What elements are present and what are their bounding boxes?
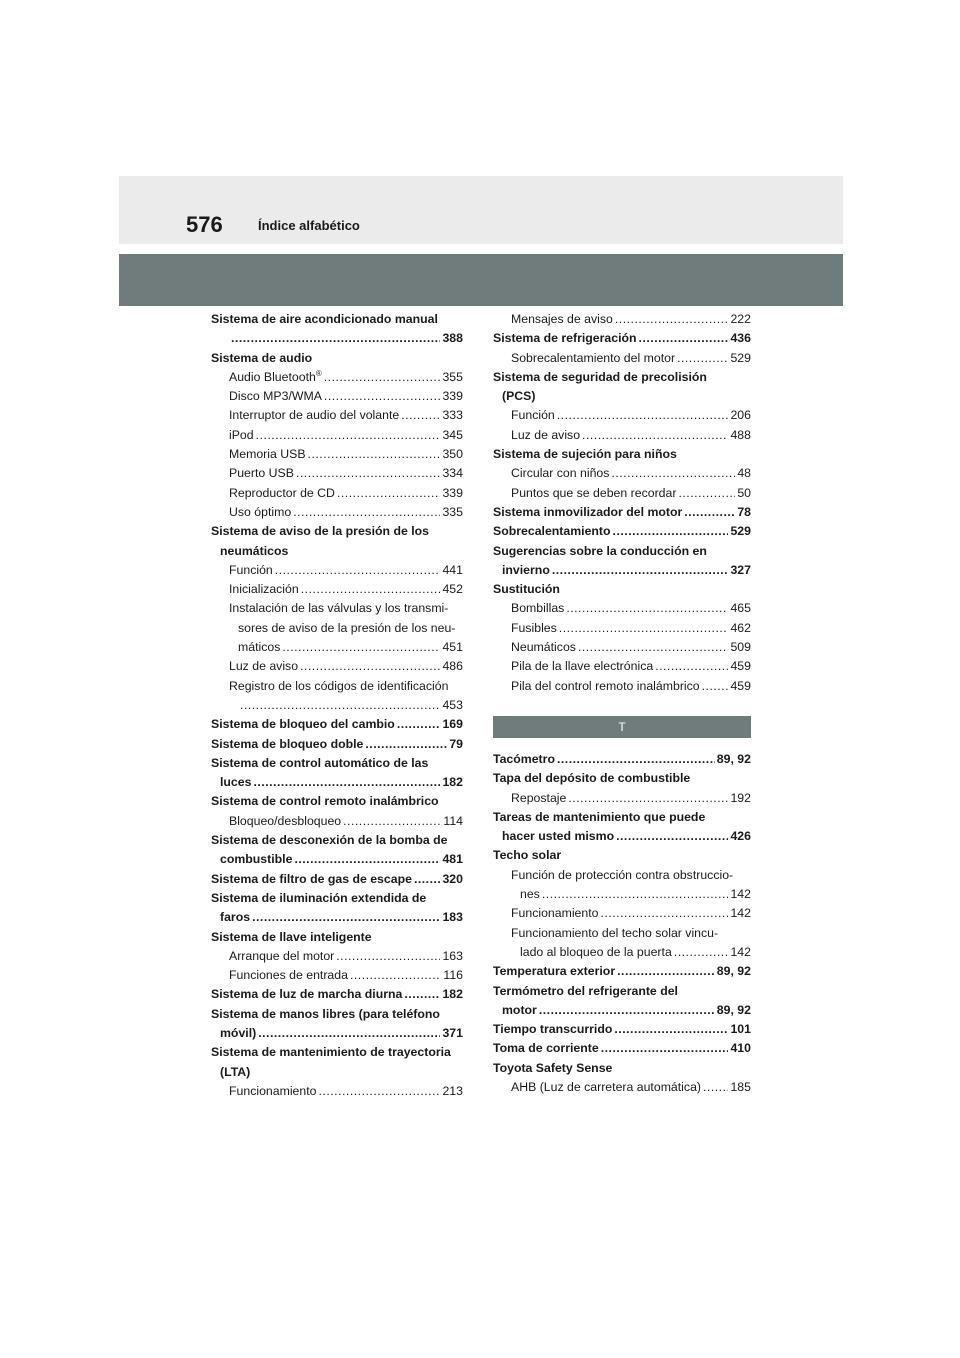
index-entry: Sistema de manos libres (para teléfono móvil) ..... 371 [211,1005,463,1044]
index-entry: Sistema de luz de marcha diurna ..... 182 [211,985,463,1004]
index-entry: Sistema de audio [211,350,313,365]
index-subentry: Registro de los códigos de identificación ..... 453 [211,677,463,716]
index-entry: Tiempo transcurrido ..... 101 [493,1020,751,1039]
index-entry: Sistema de bloqueo del cambio ..... 169 [211,715,463,734]
index-subentry: Bombillas ..... 465 [493,599,751,618]
index-subentry: Uso óptimo ..... 335 [211,503,463,522]
index-entry: Sistema inmovilizador del motor ..... 78 [493,503,751,522]
index-entry: Sugerencias sobre la conducción en invierno ..... 327 [493,542,751,581]
index-entry: Sobrecalentamiento ..... 529 [493,522,751,541]
index-subentry: Repostaje ..... 192 [493,789,751,808]
index-entry: Sistema de aviso de la presión de los neumáticos [211,524,430,558]
index-entry: Toma de corriente ..... 410 [493,1039,751,1058]
index-entry: Sistema de llave inteligente [211,929,372,944]
index-entry: Tacómetro ..... 89, 92 [493,750,751,769]
index-entry: Techo solar [493,848,562,863]
index-subentry: iPod ..... 345 [211,426,463,445]
index-subentry: Audio Bluetooth® ..... 355 [211,368,463,387]
index-subentry: AHB (Luz de carretera automática) ..... 185 [493,1078,751,1097]
index-column-right [493,310,751,1097]
index-subentry: Disco MP3/WMA ..... 339 [211,387,463,406]
index-subentry: Memoria USB ..... 350 [211,445,463,464]
index-entry: Sistema de bloqueo doble ..... 79 [211,735,463,754]
index-subentry: Reproductor de CD ..... 339 [211,484,463,503]
index-subentry: Pila del control remoto inalámbrico ..... 459 [493,677,751,696]
letter-section-header: T [493,716,751,738]
index-subentry: Arranque del motor ..... 163 [211,947,463,966]
index-entry: Temperatura exterior ..... 89, 92 [493,962,751,981]
index-subentry: Circular con niños ..... 48 [493,464,751,483]
page-ref: 388 [442,331,463,346]
index-subentry: Bloqueo/desbloqueo ..... 114 [211,812,463,831]
index-subentry: Funcionamiento del techo solar vincu- lado al bloqueo de la puerta ..... 142 [493,924,751,963]
index-entry: Sistema de aire acondicionado manual ..... 388 [211,310,463,349]
index-entry: Sistema de control automático de las luces ..... 182 [211,754,463,793]
index-entry: Tapa del depósito de combustible [493,771,691,786]
index-entry: Sustitución [493,582,560,597]
index-subentry: Inicialización ..... 452 [211,580,463,599]
index-subentry: Funciones de entrada ..... 116 [211,966,463,985]
index-subentry: Fusibles ..... 462 [493,619,751,638]
index-entry: Sistema de sujeción para niños [493,447,677,462]
index-subentry: Función ..... 206 [493,406,751,425]
index-subentry: Función de protección contra obstruccio- nes ..... 142 [493,866,751,905]
index-subentry: Función ..... 441 [211,561,463,580]
index-entry: Sistema de seguridad de precolisión (PCS) [493,369,707,404]
index-entry: Tareas de mantenimiento que puede hacer usted mismo ..... 426 [493,808,751,847]
index-subentry: Sobrecalentamiento del motor ..... 529 [493,349,751,368]
index-subentry: Funcionamiento ..... 213 [211,1082,463,1101]
index-subentry: Pila de la llave electrónica ..... 459 [493,657,751,676]
index-entry: Sistema de mantenimiento de trayectoria (LTA) [211,1045,451,1079]
index-entry: Sistema de refrigeración ..... 436 [493,329,751,348]
index-entry: Sistema de filtro de gas de escape ..... 320 [211,870,463,889]
index-subentry: Neumáticos ..... 509 [493,638,751,657]
section-title: Índice alfabético [258,218,360,233]
index-subentry: Puerto USB ..... 334 [211,464,463,483]
index-entry: Sistema de control remoto inalámbrico [211,794,439,809]
index-entry: Termómetro del refrigerante del motor ..... 89, 92 [493,982,751,1021]
index-column-left [211,310,463,1101]
index-subentry: Instalación de las válvulas y los transmi- sores de aviso de la presión de los neu- máticos ..... 451 [211,599,463,657]
index-subentry: Interruptor de audio del volante ..... 333 [211,406,463,425]
index-entry: Toyota Safety Sense [493,1060,613,1075]
index-entry: Sistema de iluminación extendida de faros ..... 183 [211,889,463,928]
header-band [119,176,843,244]
index-subentry: Luz de aviso ..... 486 [211,657,463,676]
index-subentry: Funcionamiento ..... 142 [493,904,751,923]
header-gray-bar [119,254,843,306]
index-subentry: Puntos que se deben recordar ..... 50 [493,484,751,503]
index-subentry: Mensajes de aviso ..... 222 [493,310,751,329]
index-subentry: Luz de aviso ..... 488 [493,426,751,445]
index-entry: Sistema de desconexión de la bomba de combustible ..... 481 [211,831,463,870]
page-number: 576 [186,212,223,237]
